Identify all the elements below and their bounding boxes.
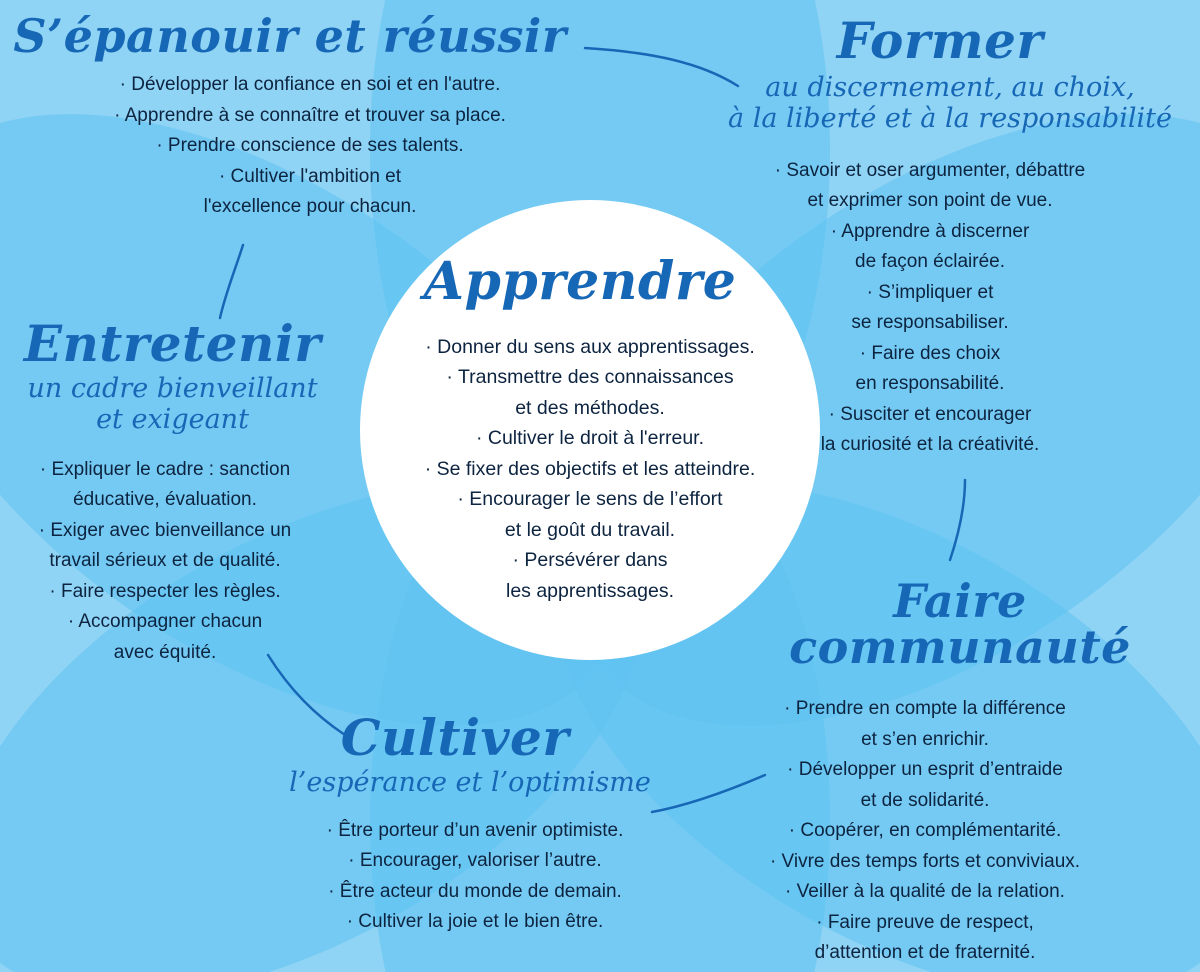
section-items: · Donner du sens aux apprentissages. · Transmettre des connaissances et des méthodes. · Cultiver le droit à l'erreur. · Se fixer des objectifs et les atteindre. · Encourager le sens de l’effort et le goût du travail. · Persévérer dans les apprentissages. xyxy=(424,335,756,602)
section-title: Faire communauté xyxy=(789,574,1131,674)
section-entretenir xyxy=(0,314,345,668)
section-title: Former xyxy=(836,11,1044,70)
section-subtitle: au discernement, au choix, à la liberté et à la responsabilité xyxy=(728,71,1172,134)
section-subtitle: un cadre bienveillant et exigeant xyxy=(27,372,318,435)
section-faire-communaute xyxy=(730,574,1150,969)
section-cultiver xyxy=(255,708,695,938)
center-title: Apprendre xyxy=(423,251,737,312)
section-title: S’épanouir et réussir xyxy=(13,9,567,63)
section-items: · Savoir et oser argumenter, débattre et exprimer son point de vue. · Apprendre à discerner de façon éclairée. · S’impliquer et se responsabiliser. · Faire des choix en responsabilité. · Susciter et encourager la curiosité et la créativité. xyxy=(774,159,1086,456)
section-items: · Expliquer le cadre : sanction éducative, évaluation. · Exiger avec bienveillance un travail sérieux et de qualité. · Faire respecter les règles. · Accompagner chacun avec équité. xyxy=(38,458,292,663)
section-apprendre xyxy=(360,251,820,606)
section-title: Cultiver xyxy=(340,708,570,767)
section-subtitle: l’espérance et l’optimisme xyxy=(289,766,651,798)
section-items: · Être porteur d’un avenir optimiste. · Encourager, valoriser l’autre. · Être acteur du monde de demain. · Cultiver la joie et le bien être. xyxy=(326,819,624,933)
section-items: · Prendre en compte la différence et s’en enrichir. · Développer un esprit d’entraide et de solidarité. · Coopérer, en complémentarité. · Vivre des temps forts et conviviaux. · Veiller à la qualité de la relation. · Faire preuve de respect, d’attention et de fraternité. xyxy=(769,698,1081,963)
section-epanouir xyxy=(13,9,600,223)
section-items: · Développer la confiance en soi et en l'autre. · Apprendre à se connaître et trouver sa place. · Prendre conscience de ses talents. · Cultiver l'ambition et l'excellence pour chacun. xyxy=(114,74,506,218)
section-title: Entretenir xyxy=(23,314,322,373)
